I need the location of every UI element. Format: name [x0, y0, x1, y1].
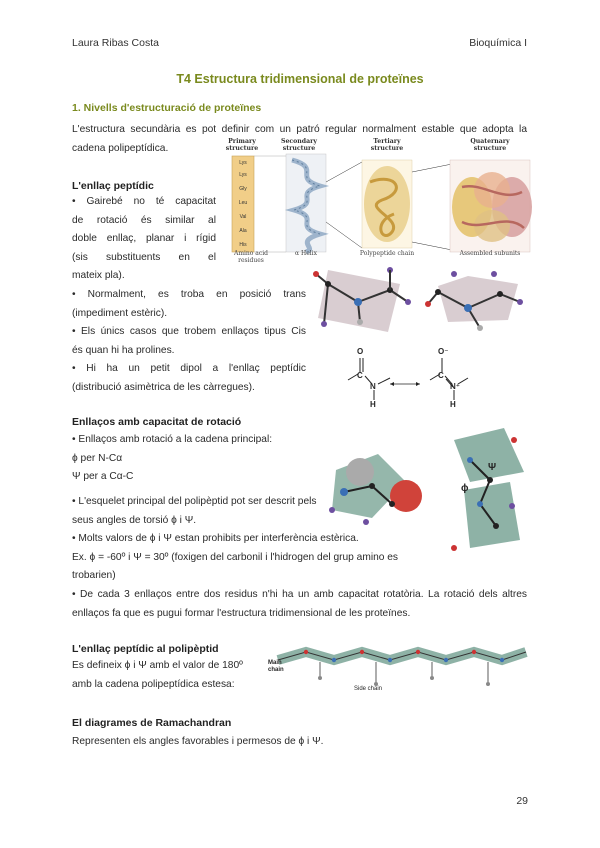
resonance-oxygen: O	[357, 347, 364, 356]
text-line: mateix pla).	[72, 270, 125, 282]
resonance-nitrogen-plus: N⁺	[450, 382, 460, 391]
text-line: seus angles de torsió ϕ i Ψ.	[72, 514, 197, 526]
fig-caption-tertiary: Polypeptide chain	[359, 250, 415, 257]
text-line: Es defineix ϕ i Ψ amb el valor de 180º	[72, 660, 243, 671]
fig-header-quaternary: Quaternary structure	[470, 138, 510, 152]
resonance-nitrogen: N	[370, 382, 376, 391]
text-line: doble enllaç, planar i rígid	[72, 233, 216, 245]
torsion-angle-figure	[318, 440, 440, 528]
psi-label: Ψ	[488, 462, 497, 473]
fig-caption-secondary: α Helix	[295, 250, 317, 257]
polypeptide-text	[72, 657, 272, 694]
text-line: és quan hi ha prolines.	[72, 344, 175, 356]
resonance-carbon: C	[357, 371, 363, 380]
intro-line: L'estructura secundària es pot definir com un patró regular normalment estable que adopta la	[72, 124, 527, 135]
resonance-carbon-2: C	[438, 371, 444, 380]
residue-label: Leu	[238, 200, 248, 206]
text-line: Ψ per a Cα-C	[72, 471, 134, 483]
residue-label: Val	[239, 214, 247, 220]
text-line: ϕ per N-Cα	[72, 452, 123, 464]
resonance-figure	[340, 344, 470, 414]
levels-drawing	[222, 152, 532, 256]
fig-header-secondary: Secondary structure	[281, 138, 317, 152]
page-number: 29	[516, 795, 528, 807]
header-subject: Bioquímica I	[469, 37, 527, 49]
rotation-heading: Enllaços amb capacitat de rotació	[72, 416, 242, 428]
fig-caption-quaternary: Assembled subunits	[459, 250, 521, 257]
resonance-oxygen-minus: O⁻	[438, 347, 449, 356]
fig-header-primary: Primary structure	[225, 138, 259, 152]
intro-line: cadena polipeptídica.	[72, 142, 169, 154]
phi-label: ϕ	[461, 483, 469, 494]
peptide-plane-figure	[308, 262, 530, 342]
resonance-hydrogen: H	[370, 400, 376, 409]
polypeptide-heading: L'enllaç peptídic al polipèptid	[72, 643, 219, 655]
text-line: • Els únics casos que trobem enllaços tipus Cis	[72, 326, 306, 338]
ramachandran-text: Representen els angles favorables i permesos de ϕ i Ψ.	[72, 736, 324, 747]
text-line: (distribució asimètrica de les càrregues).	[72, 381, 255, 393]
text-line: • De cada 3 enllaços entre dos residus n'hi ha un amb capacitat rotatòria. La rotació dels altres	[72, 588, 527, 600]
extended-chain-figure	[268, 642, 530, 698]
residue-label: Lys	[239, 160, 247, 166]
fig-header-tertiary: Tertiary structure	[370, 138, 404, 152]
text-line: • Hi ha un petit dipol a l'enllaç peptídic	[72, 363, 306, 375]
text-line: Ex. ϕ = -60º i Ψ = 30º (foxigen del carbonil i l'hidrogen del grup amino es	[72, 551, 399, 563]
header-author: Laura Ribas Costa	[72, 37, 159, 49]
side-chain-label: Side chain	[354, 686, 383, 692]
resonance-hydrogen-2: H	[450, 400, 456, 409]
text-line: (sis substituents en el	[72, 251, 216, 263]
peptide-bond-text	[72, 286, 306, 398]
text-line: • Gairebé no té capacitat	[72, 196, 216, 207]
protein-structure-levels-figure	[222, 138, 532, 266]
rotation-short-text	[72, 431, 322, 487]
text-line: • Enllaços amb rotació a la cadena principal:	[72, 434, 273, 445]
residue-label: Gly	[239, 186, 247, 192]
page-title: T4 Estructura tridimensional de proteïnes	[176, 72, 424, 86]
text-line: • Normalment, es troba en posició trans	[72, 289, 306, 300]
text-line: amb la cadena polipeptídica estesa:	[72, 678, 235, 690]
text-line: • Molts valors de ϕ i Ψ estan prohibits per interferència estèrica.	[72, 533, 359, 545]
text-line: trobarien)	[72, 570, 116, 582]
ramachandran-heading: El diagrames de Ramachandran	[72, 717, 232, 729]
tertiary-blob	[364, 166, 410, 242]
text-line: (impediment estèric).	[72, 307, 168, 319]
peptide-bond-narrow-text	[72, 193, 216, 286]
residue-label: Lys	[239, 172, 247, 178]
text-line: de rotació és similar al	[72, 214, 216, 226]
fig-caption-primary: Amino acid residues	[233, 250, 269, 264]
peptide-bond-heading: L'enllaç peptídic	[72, 180, 154, 192]
residue-label: His	[239, 242, 247, 248]
section-heading: 1. Nivells d'estructuració de proteïnes	[72, 102, 262, 114]
text-line: enllaços fa que es pugui formar l'estructura tridimensional de les proteïnes.	[72, 607, 411, 619]
phi-psi-figure	[440, 420, 532, 560]
main-chain-label: Main chain	[268, 660, 284, 673]
residue-label: Ala	[239, 228, 247, 234]
text-line: • L'esquelet principal del polipèptid pot ser descrit pels	[72, 496, 317, 507]
